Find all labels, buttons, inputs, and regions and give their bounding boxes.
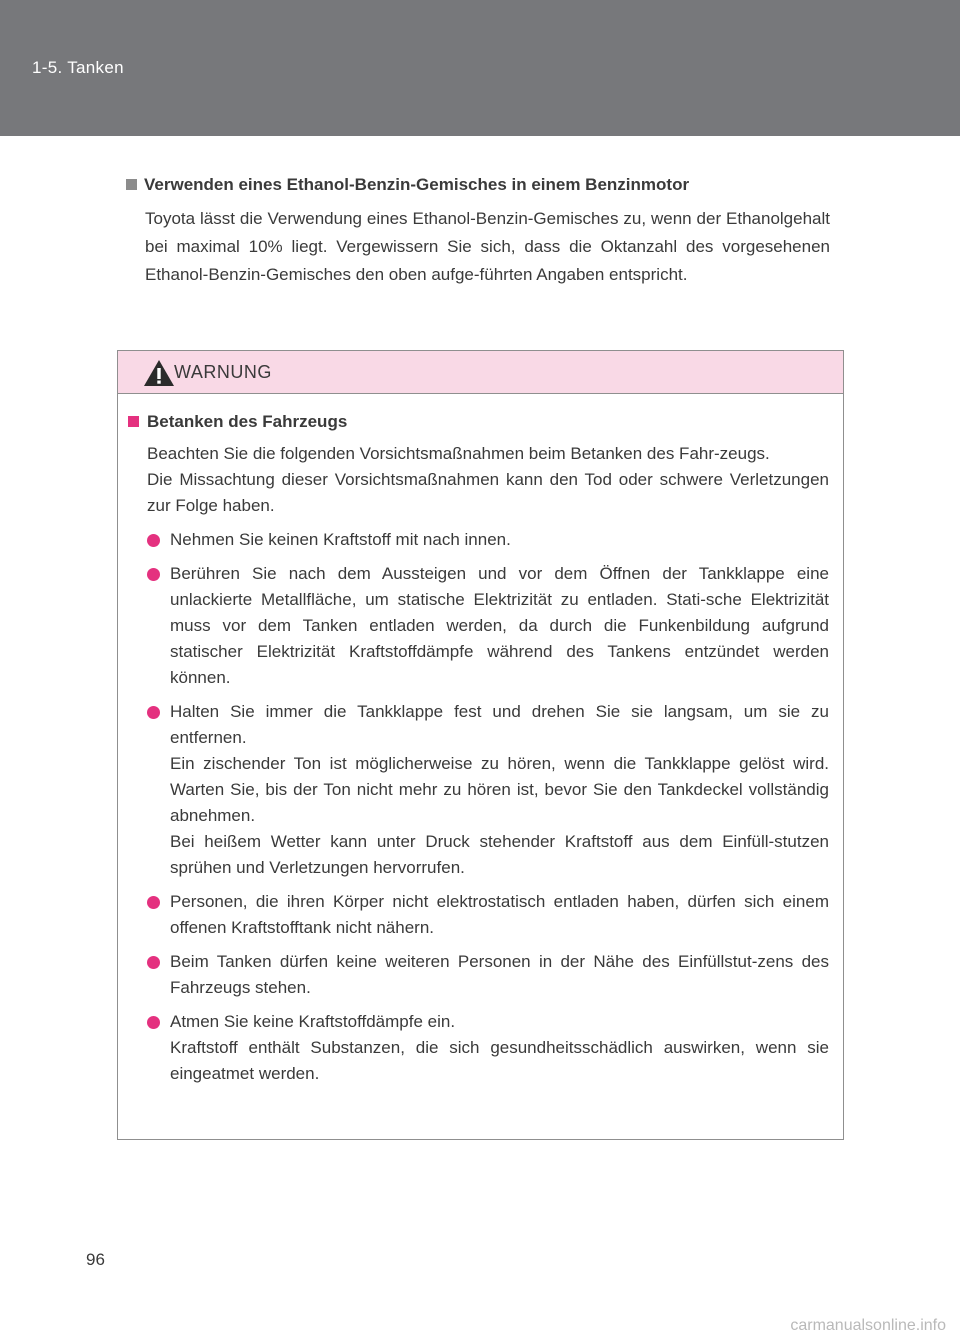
circle-bullet-icon <box>147 956 160 969</box>
section-heading <box>126 172 830 198</box>
warning-intro <box>128 441 829 519</box>
warning-item-text: Halten Sie immer die Tankklappe fest und drehen Sie sie langsam, um sie zu entfernen. <box>170 702 829 747</box>
warning-heading <box>128 409 829 435</box>
warning-box <box>117 350 844 1140</box>
warning-heading-text: Betanken des Fahrzeugs <box>147 412 348 431</box>
square-bullet-icon <box>126 179 137 190</box>
square-bullet-icon <box>128 416 139 427</box>
warning-intro-line-1: Beachten Sie die folgenden Vorsichtsmaßnahmen beim Betanken des Fahr-zeugs. <box>147 444 770 463</box>
warning-item-text: Nehmen Sie keinen Kraftstoff mit nach innen. <box>170 530 511 549</box>
warning-item <box>128 561 829 691</box>
warning-header <box>118 351 843 394</box>
section-body: Toyota lässt die Verwendung eines Ethanol-Benzin-Gemisches zu, wenn der Ethanolgehalt bei maximal 10% liegt. Vergewissern Sie sich, dass die Oktanzahl des vorgesehenen Ethanol-Benzin-Gemisches den oben aufge-führten Angaben entspricht. <box>145 209 830 284</box>
warning-intro-line-2: Die Missachtung dieser Vorsichtsmaßnahmen kann den Tod oder schwere Verletzungen zur Folge haben. <box>147 470 829 515</box>
warning-item <box>128 1009 829 1087</box>
circle-bullet-icon <box>147 896 160 909</box>
warning-item-text: Beim Tanken dürfen keine weiteren Personen in der Nähe des Einfüllstut-zens des Fahrzeugs stehen. <box>170 952 829 997</box>
warning-item <box>128 699 829 881</box>
section-heading-text: Verwenden eines Ethanol-Benzin-Gemisches in einem Benzinmotor <box>144 175 690 194</box>
warning-content <box>118 394 843 1087</box>
warning-item-text: Atmen Sie keine Kraftstoffdämpfe ein. <box>170 1012 456 1031</box>
chapter-header <box>0 0 960 136</box>
ethanol-section <box>126 172 830 289</box>
warning-item <box>128 527 829 553</box>
circle-bullet-icon <box>147 568 160 581</box>
warning-item-text: Berühren Sie nach dem Aussteigen und vor dem Öffnen der Tankklappe eine unlackierte Metallfläche, um statische Elektrizität zu entladen. Stati-sche Elektrizität muss vor dem Tanken entladen werden, da durch die Funkenbildung aufgrund statischer Elektrizität Kraftstoffdämpfe während des Tankens entzündet werden können. <box>170 564 829 687</box>
warning-item <box>128 949 829 1001</box>
circle-bullet-icon <box>147 1016 160 1029</box>
watermark: carmanualsonline.info <box>790 1317 946 1334</box>
circle-bullet-icon <box>147 706 160 719</box>
warning-item-text: Ein zischender Ton ist möglicherweise zu hören, wenn die Tankklappe gelöst wird. Warten Sie, bis der Ton nicht mehr zu hören ist, bevor Sie den Tankdeckel vollständig abnehmen. <box>170 754 829 825</box>
warning-item <box>128 889 829 941</box>
circle-bullet-icon <box>147 534 160 547</box>
warning-triangle-icon <box>143 359 175 387</box>
chapter-title: 1-5. Tanken <box>32 58 124 77</box>
warning-item-text: Bei heißem Wetter kann unter Druck stehender Kraftstoff aus dem Einfüll-stutzen sprühen und Verletzungen hervorrufen. <box>170 832 829 877</box>
page-number: 96 <box>86 1250 105 1269</box>
warning-item-text: Personen, die ihren Körper nicht elektrostatisch entladen haben, dürfen sich einem offenen Kraftstofftank nicht nähern. <box>170 892 829 937</box>
warning-title: WARNUNG <box>174 362 272 382</box>
warning-item-text: Kraftstoff enthält Substanzen, die sich gesundheitsschädlich auswirken, wenn sie eingeatmet werden. <box>170 1038 829 1083</box>
